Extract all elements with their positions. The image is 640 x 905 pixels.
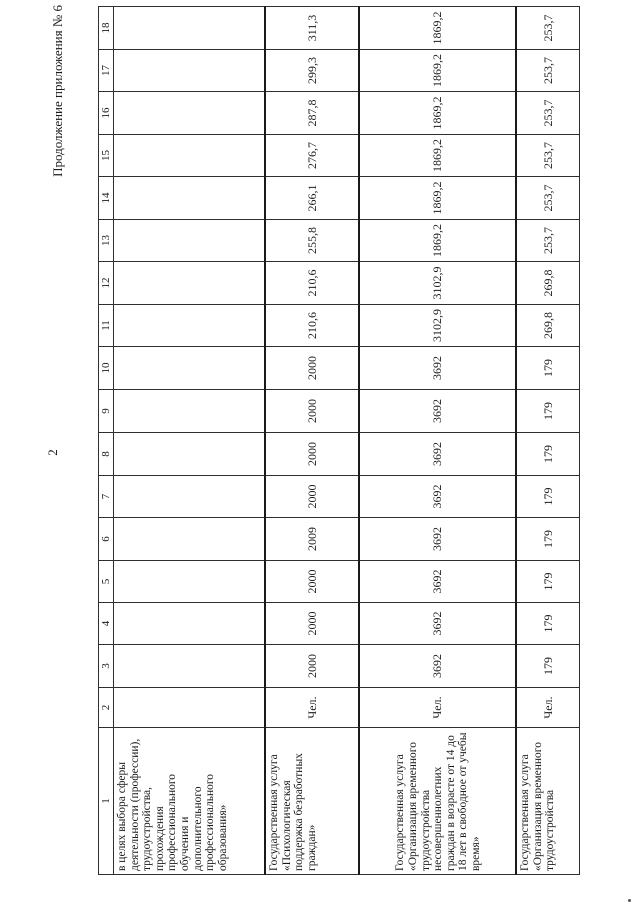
value-cell: 179 [516, 433, 580, 476]
value-cell: 3692 [359, 561, 516, 603]
value-cell [114, 476, 266, 518]
value-cell: 3692 [359, 390, 516, 433]
unit-cell: Чел. [359, 688, 516, 728]
value-cell: 2000 [265, 476, 359, 518]
value-cell: 2000 [265, 561, 359, 603]
value-cell: 1869,2 [359, 7, 516, 50]
unit-cell: Чел. [516, 688, 580, 728]
value-cell: 2000 [265, 645, 359, 688]
value-cell: 179 [516, 603, 580, 645]
value-cell: 269,8 [516, 262, 580, 305]
column-number: 4 [99, 603, 114, 645]
value-cell: 179 [516, 518, 580, 561]
value-cell [114, 92, 266, 135]
value-cell: 253,7 [516, 50, 580, 92]
table-row [265, 7, 359, 875]
service-name-cell: Государственная услуга «Психологическая поддержка безработных граждан» [265, 728, 359, 875]
column-number: 10 [99, 347, 114, 390]
column-number: 12 [99, 262, 114, 305]
value-cell: 1869,2 [359, 220, 516, 262]
value-cell: 253,7 [516, 220, 580, 262]
value-cell: 253,7 [516, 177, 580, 220]
value-cell: 3692 [359, 433, 516, 476]
value-cell [114, 645, 266, 688]
value-cell: 311,3 [265, 7, 359, 50]
value-cell [114, 305, 266, 347]
value-cell: 179 [516, 390, 580, 433]
value-cell: 3692 [359, 518, 516, 561]
value-cell: 3102,9 [359, 262, 516, 305]
value-cell: 299,3 [265, 50, 359, 92]
value-cell: 3102,9 [359, 305, 516, 347]
value-cell: 255,8 [265, 220, 359, 262]
value-cell: 179 [516, 561, 580, 603]
value-cell: 2000 [265, 433, 359, 476]
column-number: 13 [99, 220, 114, 262]
table-row [114, 7, 266, 875]
appendix-label: Продолжение приложения № 6 [50, 5, 65, 177]
value-cell [114, 7, 266, 50]
scan-artifact-dot [628, 899, 631, 902]
value-cell [114, 347, 266, 390]
value-cell: 210,6 [265, 305, 359, 347]
column-number: 6 [99, 518, 114, 561]
value-cell: 1869,2 [359, 92, 516, 135]
value-cell: 2000 [265, 390, 359, 433]
service-name-cell: Государственная услуга «Организация временного трудоустройства [516, 728, 580, 875]
value-cell: 179 [516, 645, 580, 688]
value-cell [114, 518, 266, 561]
value-cell [114, 50, 266, 92]
column-number: 16 [99, 92, 114, 135]
value-cell [114, 561, 266, 603]
value-cell [114, 603, 266, 645]
data-table [98, 6, 580, 875]
value-cell: 269,8 [516, 305, 580, 347]
column-number: 7 [99, 476, 114, 518]
service-name-cell: Государственная услуга «Организация временного трудоустройства несовершеннолетних граждан в возрасте от 14 до 18 лет в свободное от учебы время» [359, 728, 516, 875]
column-number: 2 [99, 688, 114, 728]
value-cell: 253,7 [516, 92, 580, 135]
value-cell: 3692 [359, 476, 516, 518]
column-number: 5 [99, 561, 114, 603]
value-cell: 2000 [265, 603, 359, 645]
column-number: 11 [99, 305, 114, 347]
column-number: 3 [99, 645, 114, 688]
value-cell [114, 262, 266, 305]
value-cell [114, 220, 266, 262]
column-number: 17 [99, 50, 114, 92]
column-number: 1 [99, 728, 114, 875]
column-number: 15 [99, 135, 114, 177]
page-number: 2 [45, 449, 60, 456]
value-cell: 287,8 [265, 92, 359, 135]
value-cell: 179 [516, 347, 580, 390]
value-cell [114, 390, 266, 433]
value-cell: 3692 [359, 645, 516, 688]
column-number: 18 [99, 7, 114, 50]
value-cell: 179 [516, 476, 580, 518]
value-cell: 3692 [359, 603, 516, 645]
unit-cell [114, 688, 266, 728]
value-cell: 1869,2 [359, 135, 516, 177]
service-name-cell: в целях выбора сферы деятельности (профессии), трудоустройства, прохождения профессионального обучения и дополнительного профессионального образования» [114, 728, 266, 875]
value-cell: 253,7 [516, 7, 580, 50]
column-number-row [99, 7, 114, 875]
value-cell: 2009 [265, 518, 359, 561]
value-cell: 1869,2 [359, 50, 516, 92]
table-row [516, 7, 580, 875]
value-cell: 266,1 [265, 177, 359, 220]
value-cell: 1869,2 [359, 177, 516, 220]
value-cell [114, 433, 266, 476]
column-number: 14 [99, 177, 114, 220]
value-cell: 253,7 [516, 135, 580, 177]
value-cell: 210,6 [265, 262, 359, 305]
value-cell: 3692 [359, 347, 516, 390]
value-cell: 276,7 [265, 135, 359, 177]
column-number: 8 [99, 433, 114, 476]
value-cell [114, 177, 266, 220]
unit-cell: Чел. [265, 688, 359, 728]
value-cell [114, 135, 266, 177]
table-row [359, 7, 516, 875]
column-number: 9 [99, 390, 114, 433]
value-cell: 2000 [265, 347, 359, 390]
